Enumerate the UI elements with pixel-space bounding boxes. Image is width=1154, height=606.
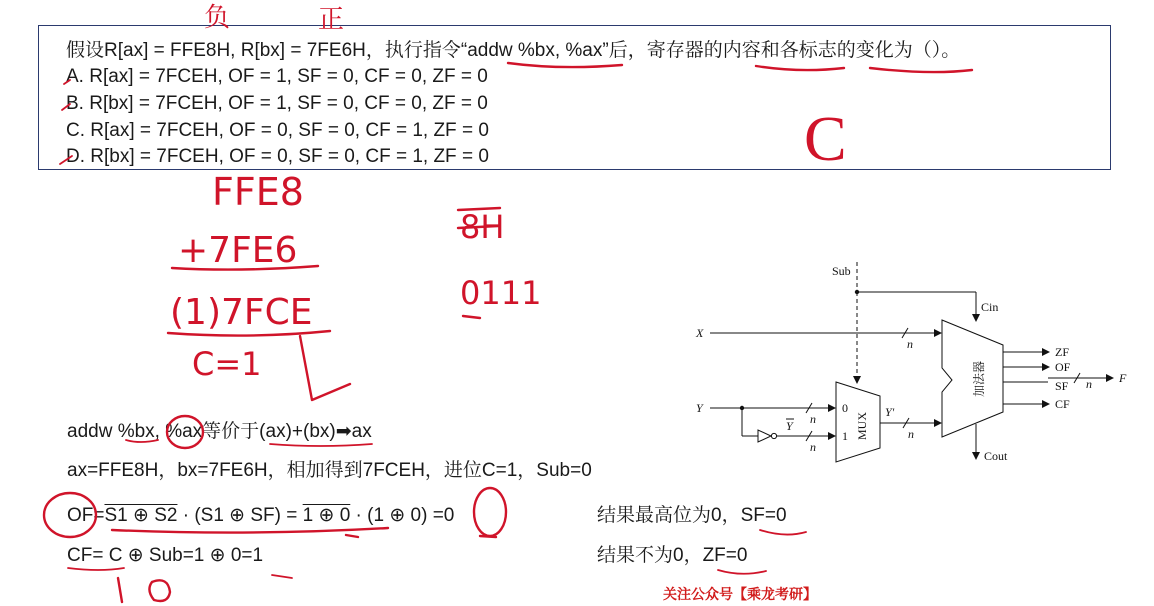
option-text: R[ax] = 7FCEH, OF = 0, SF = 0, CF = 1, ZF = 0 [90, 120, 489, 141]
note-cf-formula: CF= C ⊕ Sub=1 ⊕ 0=1 [67, 545, 264, 566]
hand-underline-sf [760, 530, 806, 535]
hand-mark-a [64, 80, 70, 84]
cout-label: Cout [984, 449, 1008, 463]
f-label: F [1119, 371, 1127, 385]
y-label: Y [696, 401, 703, 415]
hand-underline-cf [68, 568, 124, 570]
hand-underline-zf [718, 570, 766, 574]
hand-tick-cf [272, 575, 292, 578]
hand-carry: C=1 [192, 345, 262, 383]
hand-mark-b [62, 104, 70, 110]
hand-underline-bx [126, 440, 158, 442]
sub-label: Sub [832, 264, 851, 278]
option-label: A. [66, 66, 84, 87]
hand-mark-d [60, 156, 72, 164]
option-label: B. [66, 93, 84, 114]
zf-output: ZF [1055, 345, 1070, 359]
option-text: R[bx] = 7FCEH, OF = 0, SF = 0, CF = 1, ZF = 0 [90, 146, 489, 167]
hand-negative-note: 负 [204, 3, 231, 32]
option-text: R[bx] = 7FCEH, OF = 1, SF = 0, CF = 0, ZF = 0 [89, 93, 488, 114]
of-rhs: · (1 ⊕ 0) =0 [350, 505, 455, 526]
of-output: OF [1055, 360, 1071, 374]
yprime-width: n [908, 427, 914, 441]
hand-underline-sum [270, 444, 372, 446]
option-label: D. [66, 146, 85, 167]
hand-underline-of [112, 528, 388, 533]
cin-label: Cin [981, 300, 999, 314]
of-mid: · (S1 ⊕ SF) = [177, 505, 303, 526]
hand-underline-flags [870, 68, 972, 72]
x-width: n [907, 337, 913, 351]
hand-circle-of [44, 493, 96, 537]
hand-underline-instr [508, 63, 622, 67]
footer-watermark: 关注公众号【乘龙考研】 [663, 586, 817, 602]
f-width: n [1086, 377, 1092, 391]
of-bar-value: 1 ⊕ 0 [302, 505, 351, 526]
option-label: C. [66, 120, 85, 141]
hand-nibble-bin: 0111 [460, 274, 542, 312]
note-sf: 结果最高位为0，SF=0 [597, 505, 787, 526]
mux-label: MUX [855, 411, 869, 440]
option-text: R[ax] = 7FCEH, OF = 1, SF = 0, CF = 0, ZF = 0 [89, 66, 488, 87]
hand-answer: C [804, 103, 847, 174]
note-equivalence: addw %bx, %ax等价于(ax)+(bx)➡ax [67, 421, 372, 442]
hand-ticks-of [346, 535, 496, 537]
question-stem: 假设R[ax] = FFE8H, R[bx] = 7FE6H，执行指令“addw %bx, %ax”后，寄存器的内容和各标志的变化为（）。 [66, 40, 961, 61]
note-values: ax=FFE8H，bx=7FE6H，相加得到7FCEH，进位C=1，Sub=0 [67, 460, 592, 481]
of-bar-term: S1 ⊕ S2 [104, 505, 178, 526]
mux-input-1: 1 [842, 429, 848, 443]
hand-positive-note: 正 [318, 5, 345, 34]
y-width: n [810, 412, 816, 426]
hand-calc-operand1: FFE8 [212, 170, 304, 214]
hand-cf-bits [118, 578, 170, 602]
hand-calc-result: (1)7FCE [170, 292, 313, 333]
cf-output: CF [1055, 397, 1070, 411]
sf-output: SF [1055, 379, 1069, 393]
mux-input-0: 0 [842, 401, 848, 415]
hand-calc-operand2: +7FE6 [178, 230, 298, 271]
hand-nibble-mark [463, 316, 480, 318]
hand-underline-content [756, 66, 844, 70]
x-label: X [696, 326, 704, 340]
ybar-width: n [810, 440, 816, 454]
hand-nibble-hex: 8H [460, 208, 505, 246]
hand-circle-of-result [474, 488, 506, 536]
hand-arrow-stroke [300, 336, 350, 400]
adder-label: 加法器 [972, 360, 986, 397]
ybar-label: Y [786, 419, 793, 433]
hand-circle-ax [167, 416, 203, 448]
note-zf: 结果不为0，ZF=0 [597, 545, 748, 566]
of-lhs: OF= [67, 505, 105, 526]
yprime-label: Y' [885, 405, 895, 419]
